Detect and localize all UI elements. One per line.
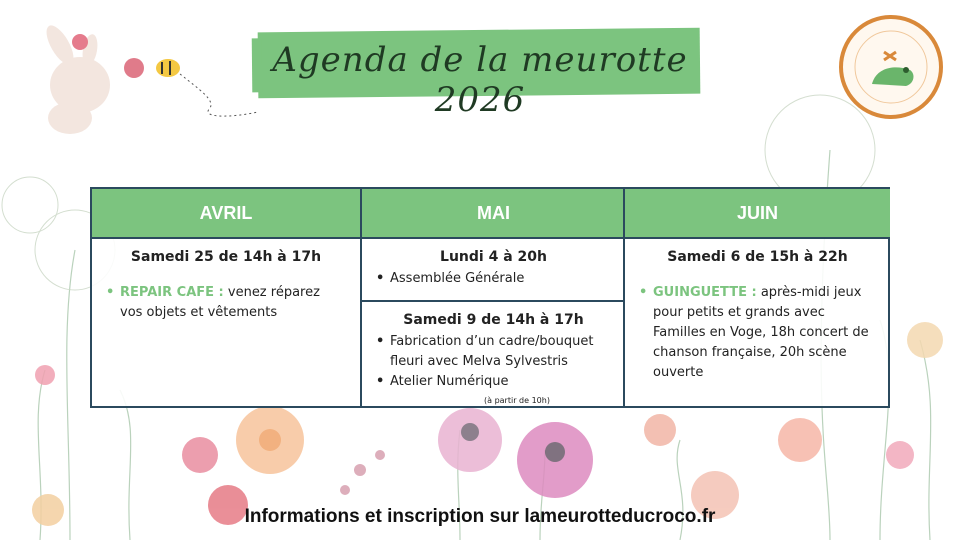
event-description: Atelier Numérique bbox=[390, 374, 509, 389]
page-title: Agenda de la meurotte 2026 bbox=[272, 40, 688, 120]
column-avril bbox=[92, 189, 360, 406]
event-assemblee bbox=[362, 239, 625, 300]
list-item bbox=[376, 269, 611, 289]
event-description: Assemblée Générale bbox=[390, 271, 525, 286]
bullet-dot: • bbox=[376, 334, 385, 349]
list-item bbox=[106, 283, 346, 323]
bullet-dot: • bbox=[376, 271, 385, 286]
event-date: Samedi 9 de 14h à 17h bbox=[403, 312, 584, 328]
event-repair-cafe bbox=[92, 239, 360, 323]
list-item bbox=[639, 283, 876, 383]
column-mai bbox=[360, 189, 625, 406]
event-tag: GUINGUETTE : bbox=[653, 285, 757, 300]
bullet-dot: • bbox=[106, 285, 115, 300]
event-tag: REPAIR CAFE : bbox=[120, 285, 224, 300]
event-guinguette bbox=[625, 239, 890, 383]
event-date: Samedi 6 de 15h à 22h bbox=[667, 249, 848, 265]
event-description: après-midi jeux pour petits et grands avec Familles en Voge, 18h concert de chanson française, 20h scène ouverte bbox=[653, 285, 869, 380]
bullet-dot: • bbox=[376, 374, 385, 389]
list-item bbox=[376, 372, 611, 392]
column-header-mai: MAI bbox=[362, 189, 625, 239]
column-juin bbox=[623, 189, 890, 406]
event-description: venez réparez vos objets et vêtements bbox=[120, 285, 320, 320]
event-note: (à partir de 10h) bbox=[484, 396, 550, 405]
event-date: Samedi 25 de 14h à 17h bbox=[130, 249, 322, 265]
list-item bbox=[376, 332, 611, 372]
column-header-juin: JUIN bbox=[625, 189, 890, 239]
event-ateliers bbox=[362, 300, 625, 405]
footer-info: Informations et inscription sur lameurotteducroco.fr bbox=[244, 506, 716, 527]
event-description: Fabrication d’un cadre/bouquet fleuri avec Melva Sylvestris bbox=[390, 334, 594, 369]
agenda-table bbox=[90, 187, 890, 408]
event-date: Lundi 4 à 20h bbox=[440, 249, 547, 265]
column-header-avril: AVRIL bbox=[92, 189, 360, 239]
logo bbox=[836, 12, 946, 122]
bullet-dot: • bbox=[639, 285, 648, 300]
